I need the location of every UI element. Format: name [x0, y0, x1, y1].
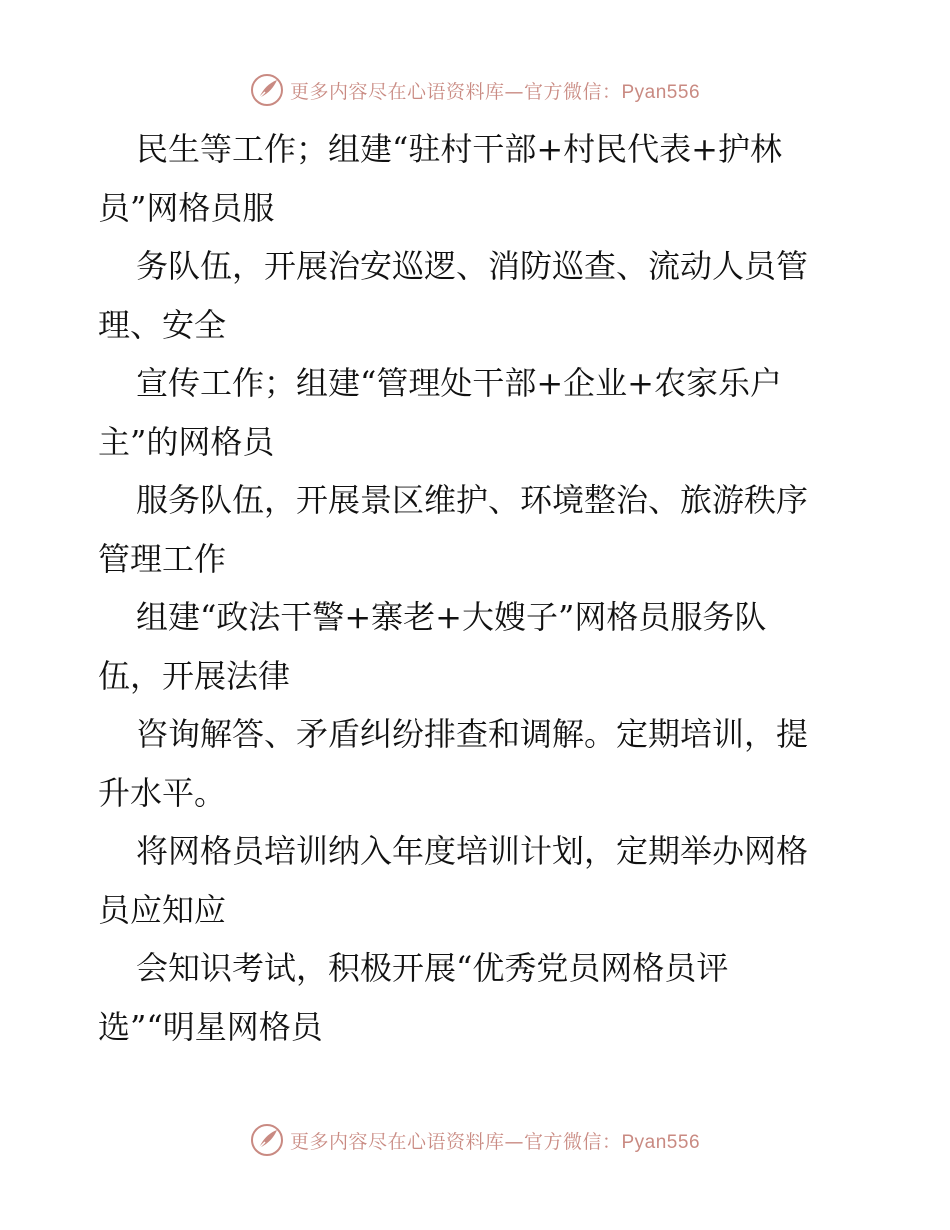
document-body	[98, 120, 868, 1056]
text-line: 选”“明星网格员	[98, 1007, 323, 1046]
text-line: 员”网格员服	[98, 188, 275, 227]
text-line: 升水平。	[98, 773, 227, 812]
text-line: 伍，开展法律	[98, 656, 291, 695]
text-line: 将网格员培训纳入年度培训计划，定期举办网格	[136, 832, 809, 870]
text-line: 民生等工作；组建“驻村干部+村民代表+护林	[136, 130, 782, 168]
text-line: 会知识考试，积极开展“优秀党员网格员评	[136, 949, 729, 987]
feather-quill-icon	[250, 73, 284, 107]
text-line: 员应知应	[98, 890, 227, 929]
text-line: 宣传工作；组建“管理处干部+企业+农家乐户	[136, 364, 782, 402]
footer-watermark	[0, 1120, 950, 1160]
text-line: 理、安全	[98, 305, 227, 344]
feather-quill-icon	[250, 1123, 284, 1157]
text-line: 咨询解答、矛盾纠纷排查和调解。定期培训，提	[136, 715, 809, 753]
text-line: 管理工作	[98, 539, 227, 578]
watermark-text: 更多内容尽在心语资料库—官方微信：Pyan556	[289, 1130, 701, 1153]
text-line: 务队伍，开展治安巡逻、消防巡查、流动人员管	[136, 247, 809, 285]
text-line: 组建“政法干警+寨老+大嫂子”网格员服务队	[136, 598, 767, 636]
watermark-text: 更多内容尽在心语资料库—官方微信：Pyan556	[289, 80, 701, 103]
text-line: 主”的网格员	[98, 422, 275, 461]
text-line: 服务队伍，开展景区维护、环境整治、旅游秩序	[136, 481, 809, 519]
header-watermark	[0, 70, 950, 110]
